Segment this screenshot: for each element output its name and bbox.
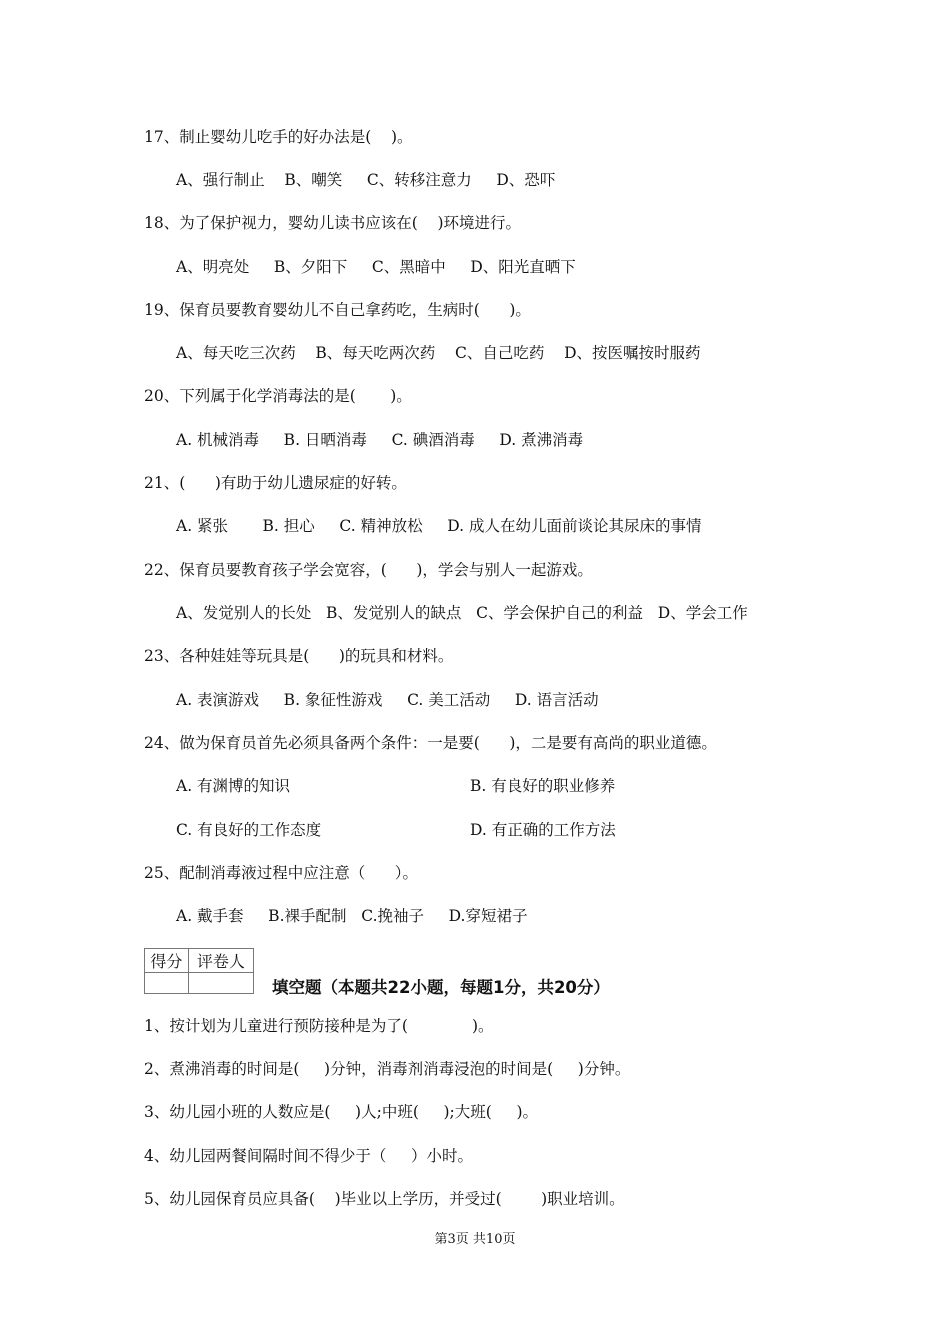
fill-blank-4: 4、幼儿园两餐间隔时间不得少于（ ）小时。	[144, 1147, 473, 1165]
question-17-stem: 17、制止婴幼儿吃手的好办法是( )。	[144, 128, 413, 146]
question-20-options: A. 机械消毒 B. 日晒消毒 C. 碘酒消毒 D. 煮沸消毒	[176, 431, 584, 449]
question-25-stem: 25、配制消毒液过程中应注意（ ）。	[144, 864, 419, 882]
question-21-options: A. 紧张 B. 担心 C. 精神放松 D. 成人在幼儿面前谈论其尿床的事情	[176, 517, 702, 535]
question-24-option-a: A. 有渊博的知识	[176, 777, 291, 795]
question-24-option-b: B. 有良好的职业修养	[470, 777, 616, 795]
score-cell	[145, 973, 189, 994]
score-box	[144, 948, 254, 990]
fill-blank-2: 2、煮沸消毒的时间是( )分钟，消毒剂消毒浸泡的时间是( )分钟。	[144, 1060, 631, 1078]
section-title: 填空题（本题共22小题，每题1分，共20分）	[272, 978, 610, 997]
question-19-stem: 19、保育员要教育婴幼儿不自己拿药吃，生病时( )。	[144, 301, 531, 319]
question-21-stem: 21、( )有助于幼儿遗尿症的好转。	[144, 474, 407, 492]
question-25-options: A. 戴手套 B.裸手配制 C.挽袖子 D.穿短裙子	[176, 907, 528, 925]
question-19-options: A、每天吃三次药 B、每天吃两次药 C、自己吃药 D、按医嘱按时服药	[176, 344, 701, 362]
question-23-options: A. 表演游戏 B. 象征性游戏 C. 美工活动 D. 语言活动	[176, 691, 599, 709]
question-20-stem: 20、下列属于化学消毒法的是( )。	[144, 387, 412, 405]
question-22-stem: 22、保育员要教育孩子学会宽容，( )，学会与别人一起游戏。	[144, 561, 593, 579]
question-24-option-d: D. 有正确的工作方法	[470, 821, 616, 839]
fill-blank-5: 5、幼儿园保育员应具备( )毕业以上学历，并受过( )职业培训。	[144, 1190, 625, 1208]
grader-cell	[188, 973, 253, 994]
grader-label: 评卷人	[188, 949, 253, 973]
score-label: 得分	[145, 949, 189, 973]
page-footer: 第3页 共10页	[434, 1232, 516, 1247]
question-24-option-c: C. 有良好的工作态度	[176, 821, 322, 839]
question-23-stem: 23、各种娃娃等玩具是( )的玩具和材料。	[144, 647, 454, 665]
question-24-stem: 24、做为保育员首先必须具备两个条件：一是要( )，二是要有高尚的职业道德。	[144, 734, 717, 752]
question-18-options: A、明亮处 B、夕阳下 C、黑暗中 D、阳光直晒下	[176, 258, 576, 276]
fill-blank-1: 1、按计划为儿童进行预防接种是为了( )。	[144, 1017, 494, 1035]
question-18-stem: 18、为了保护视力，婴幼儿读书应该在( )环境进行。	[144, 214, 522, 232]
question-22-options: A、发觉别人的长处 B、发觉别人的缺点 C、学会保护自己的利益 D、学会工作	[176, 604, 748, 622]
question-17-options: A、强行制止 B、嘲笑 C、转移注意力 D、恐吓	[176, 171, 556, 189]
fill-blank-3: 3、幼儿园小班的人数应是( )人;中班( );大班( )。	[144, 1103, 538, 1121]
